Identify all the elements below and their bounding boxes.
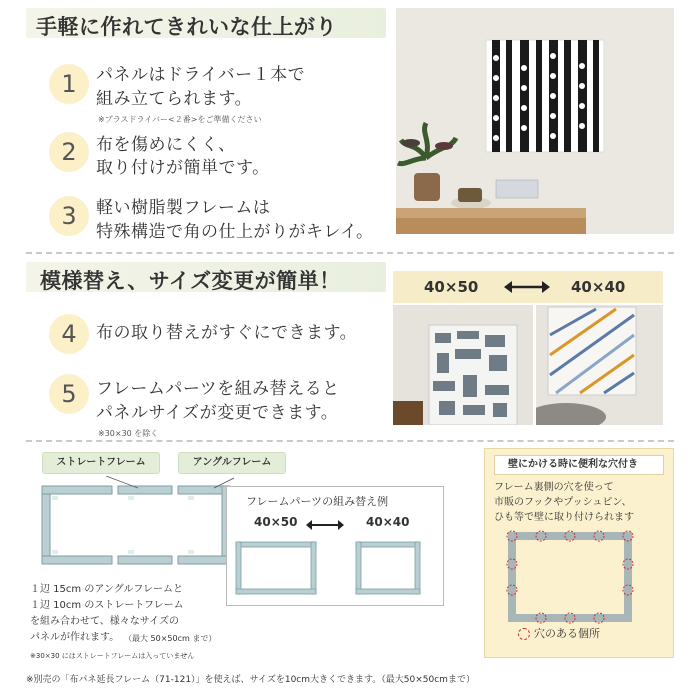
example-size-to: 40×40 [366, 515, 410, 529]
frames-desc-line2: １辺 10cm のストレートフレーム [30, 600, 184, 611]
item-5-line1: フレームパーツを組み替えると [96, 379, 340, 399]
example-double-arrow-icon [306, 516, 344, 528]
size-to-label: 40×40 [571, 278, 626, 296]
frames-desc-max: （最大 50×50cm まで） [124, 634, 217, 643]
section2-title: 模様替え、サイズ変更が簡単！ [40, 269, 341, 293]
item-1-line1: パネルはドライバー１本で [96, 65, 306, 85]
frame-example-diagram [232, 538, 438, 600]
section-divider-2 [26, 440, 674, 442]
frames-desc-line4: パネルが作れます。 [30, 632, 120, 643]
item-5-note: ※30×30 を除く [98, 429, 159, 438]
item-number-3: 3 [61, 202, 77, 230]
frames-desc-line1: １辺 15cm のアングルフレームと [30, 584, 184, 595]
example-title: フレームパーツの組み替え例 [246, 495, 389, 508]
wall-legend: 穴のある個所 [534, 627, 600, 640]
section-divider-1 [26, 252, 674, 254]
item-2-line1: 布を傷めにくく、 [96, 135, 236, 155]
item-number-1: 1 [61, 70, 77, 98]
footer-note: ※別売の「布パネ延長フレーム（71-121）」を使えば、サイズを10cm大きくできます。（最大50×50cmまで） [26, 675, 475, 685]
double-arrow-icon [504, 279, 550, 295]
angle-frame-tag: アングルフレーム [178, 452, 286, 474]
frame-parts-diagram [38, 476, 234, 576]
item-3-line2: 特殊構造で角の仕上がりがキレイ。 [96, 222, 374, 242]
size-from-label: 40×50 [424, 278, 479, 296]
panel-photo-40x40 [536, 305, 663, 425]
item-number-2: 2 [61, 138, 77, 166]
straight-frame-tag: ストレートフレーム [42, 452, 160, 474]
room-photo-panel [396, 8, 674, 234]
frames-desc-note: ※30×30 にはストレートフレームは入っていません [30, 652, 195, 660]
item-1-line2: 組み立てられます。 [96, 89, 253, 109]
wall-title: 壁にかける時に便利な穴付き [508, 459, 638, 470]
item-1-note: ※プラスドライバー<２番>をご準備ください [98, 115, 262, 124]
dot-pattern-panel [486, 40, 604, 152]
example-size-from: 40×50 [254, 515, 298, 529]
item-2-line2: 取り付けが簡単です。 [96, 158, 270, 178]
item-number-4: 4 [61, 320, 77, 348]
item-5-line2: パネルサイズが変更できます。 [96, 403, 339, 423]
hole-legend-icon [518, 628, 530, 640]
panel-photo-40x50 [393, 305, 533, 425]
item-3-line1: 軽い樹脂製フレームは [96, 198, 271, 218]
section1-title: 手軽に作れてきれいな仕上がり [36, 15, 337, 39]
wall-line3: ひも等で壁に取り付けられます [494, 512, 634, 523]
hole-location-diagram [506, 530, 634, 624]
frames-desc-line3: を組み合わせて、様々なサイズの [30, 616, 179, 627]
wall-line1: フレーム裏側の穴を使って [494, 482, 614, 493]
item-number-5: 5 [61, 380, 77, 408]
wall-line2: 市販のフックやプッシュピン、 [494, 497, 632, 508]
item-4-line1: 布の取り替えがすぐにできます。 [96, 323, 358, 343]
